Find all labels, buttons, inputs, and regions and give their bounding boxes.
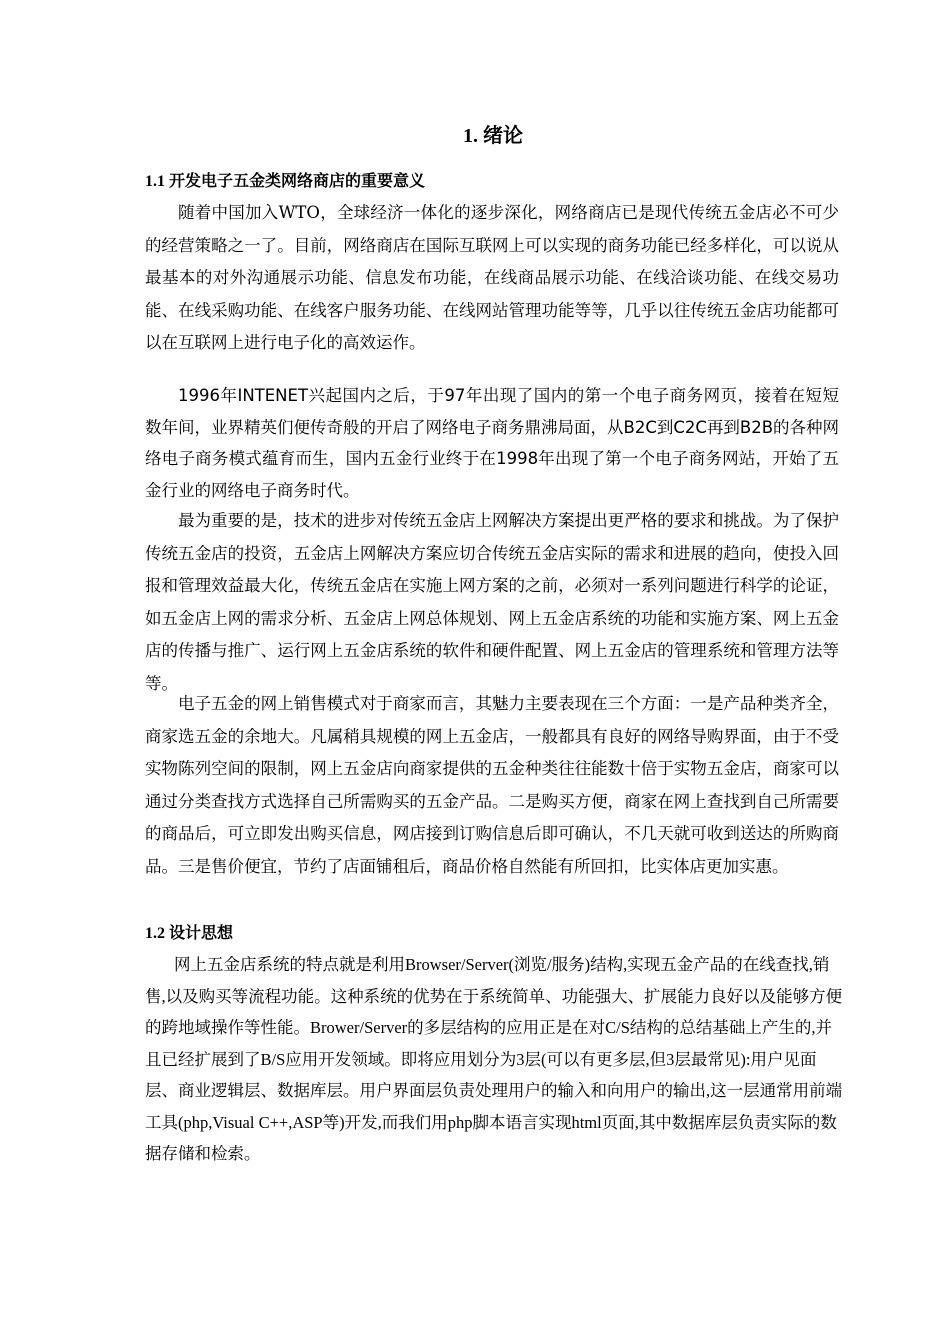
section-heading-1-2: 1.2 设计思想 [145,925,234,942]
paragraph-ecommerce-history: 1996年INTENET兴起国内之后，于97年出现了国内的第一个电子商务网页，接着在短短数年间，业界精英们便传奇般的开启了网络电子商务鼎沸局面，从B2C到C2C再到B2B的各种网络电子商务模式蕴育而生，国内五金行业终于在1998年出现了第一个电子商务网站，开始了五金行业的网络电子商务时代。 [145,386,840,500]
paragraph-online-sales-model: 电子五金的网上销售模式对于商家而言，其魅力主要表现在三个方面：一是产品种类齐全，商家选五金的余地大。凡属稍具规模的网上五金店，一般都具有良好的网络导购界面，由于不受实物陈列空间的限制，网上五金店向商家提供的五金种类往往能数十倍于实物五金店，商家可以通过分类查找方式选择自己所需购买的五金产品。二是购买方便，商家在网上查找到自己所需要的商品后，可立即发出购买信息，网店接到订购信息后即可确认，不几天就可收到送达的所购商品。三是售价便宜，节约了店面铺租后，商品价格自然能有所回扣，比实体店更加实惠。 [145,694,839,876]
paragraph-design-idea: 网上五金店系统的特点就是利用Browser/Server(浏览/服务)结构,实现五金产品的在线查找,销售,以及购买等流程功能。这种系统的优势在于系统简单、功能强大、扩展能力良好以及能够方便的跨地域操作等性能。Brower/Server的多层结构的应用正是在对C/S结构的总结基础上产生的,并且已经扩展到了B/S应用开发领域。即将应用划分为3层(可以有更多层,但3层最常见):用户见面层、商业逻辑层、数据库层。用户界面层负责处理用户的输入和向用户的输出,这一层通常用前端工具(php,Visual C++,ASP等)开发,而我们用php脚本语言实现html页面,其中数据库层负责实际的数据存储和检索。 [145,955,843,1163]
paragraph-wto: 随着中国加入WTO，全球经济一体化的逐步深化，网络商店已是现代传统五金店必不可少的经营策略之一了。目前，网络商店在国际互联网上可以实现的商务功能已经多样化，可以说从最基本的对外沟通展示功能、信息发布功能，在线商品展示功能、在线洽谈功能、在线交易功能、在线采购功能、在线客户服务功能、在线网站管理功能等等，几乎以往传统五金店功能都可以在互联网上进行电子化的高效运作。 [145,203,839,352]
paragraph-technology-requirements: 最为重要的是，技术的进步对传统五金店上网解决方案提出更严格的要求和挑战。为了保护传统五金店的投资，五金店上网解决方案应切合传统五金店实际的需求和进展的趋向，使投入回报和管理效益最大化，传统五金店在实施上网方案的之前，必须对一系列问题进行科学的论证，如五金店上网的需求分析、五金店上网总体规划、网上五金店系统的功能和实施方案、网上五金店的传播与推广、运行网上五金店系统的软件和硬件配置、网上五金店的管理系统和管理方法等等。 [145,511,839,693]
section-heading-1-1: 1.1 开发电子五金类网络商店的重要意义 [145,173,426,190]
chapter-title: 1. 绪论 [463,125,523,147]
